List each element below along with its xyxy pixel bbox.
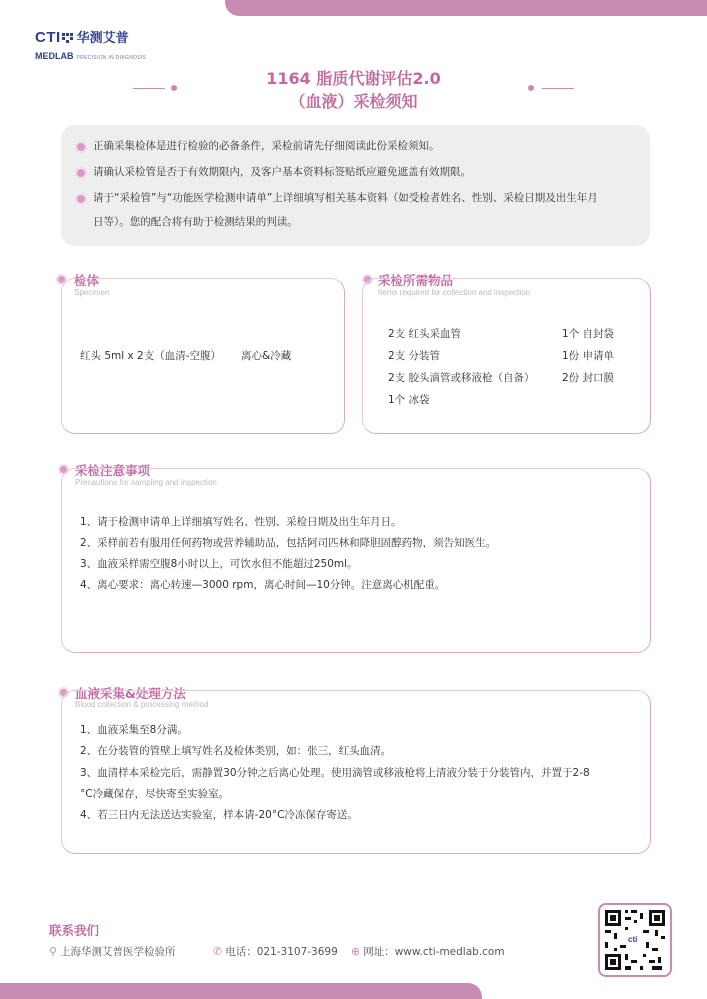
blood-line-1: 1、血液采集至8分满。 bbox=[80, 724, 188, 736]
address-text: 上海华测艾普医学检验所 bbox=[60, 946, 176, 958]
precautions-line-2: 2、采样前若有服用任何药物或营养辅助品，包括阿司匹林和降胆固醇药物，须告知医生。 bbox=[80, 537, 497, 549]
items-left-4: 1个 冰袋 bbox=[388, 394, 430, 406]
bottom-accent-bar bbox=[0, 983, 482, 999]
qr-center-label: cti bbox=[628, 935, 638, 944]
contact-address bbox=[49, 944, 176, 959]
items-right-3: 2份 封口膜 bbox=[562, 372, 615, 384]
logo-grid-icon bbox=[62, 33, 74, 43]
specimen-processing: 离心&冷藏 bbox=[241, 350, 292, 362]
precautions-line-1: 1、请于检测申请单上详细填写姓名、性别、采检日期及出生年月日。 bbox=[80, 516, 402, 528]
notice-item-3: 请于“采检管”与“功能医学检测申请单”上详细填写相关基本资料（如受检者姓名、性别、采检日期及出生年月 bbox=[93, 192, 598, 204]
blood-line-5: 4、若三日内无法送达实验室，样本请-20°C冷冻保存寄送。 bbox=[80, 809, 358, 821]
blood-line-4: °C冷藏保存，尽快寄至实验室。 bbox=[80, 788, 230, 800]
phone-text: 电话：021-3107-3699 bbox=[225, 946, 338, 958]
company-logo bbox=[35, 27, 146, 63]
blood-title: 血液采集&处理方法 bbox=[75, 686, 186, 701]
items-left-3: 2支 胶头滴管或移液枪（自备） bbox=[388, 372, 535, 384]
contact-phone bbox=[213, 944, 338, 959]
qr-code bbox=[598, 903, 672, 977]
precautions-subtitle: Precautions for sampling and inspection bbox=[75, 478, 217, 487]
logo-medlab: MEDLAB bbox=[35, 51, 74, 61]
items-right-1: 1个 自封袋 bbox=[562, 328, 615, 340]
website-text[interactable]: 网址：www.cti-medlab.com bbox=[363, 946, 505, 958]
notice-item-3-cont: 日等）。您的配合将有助于检测结果的判读。 bbox=[93, 216, 298, 228]
precautions-line-3: 3、血液采样需空腹8小时以上，可饮水但不能超过250ml。 bbox=[80, 558, 358, 570]
location-pin-icon: ⚲ bbox=[49, 945, 58, 958]
contact-website[interactable] bbox=[351, 944, 505, 959]
logo-cn: 华测艾普 bbox=[76, 31, 129, 46]
logo-tagline: PRECISION IN DIAGNOSIS bbox=[76, 55, 147, 61]
items-subtitle: Items required for collection and inspection bbox=[378, 288, 531, 297]
page-title-line2: （血液）采检须知 bbox=[289, 92, 418, 111]
blood-subtitle: Blood collection & processing method bbox=[75, 700, 209, 709]
notice-bullet bbox=[77, 195, 85, 203]
specimen-title: 检体 bbox=[74, 273, 100, 288]
page-title-line1: 1164 脂质代谢评估2.0 bbox=[266, 69, 441, 88]
items-left-2: 2支 分装管 bbox=[388, 350, 441, 362]
globe-icon: ⊕ bbox=[351, 945, 361, 958]
top-accent-bar bbox=[225, 0, 707, 16]
precautions-title: 采检注意事项 bbox=[75, 463, 151, 478]
blood-line-2: 2、在分装管的管壁上填写姓名及检体类别，如：张三，红头血清。 bbox=[80, 745, 392, 757]
items-right-2: 1份 申请单 bbox=[562, 350, 615, 362]
specimen-subtitle: Specimen bbox=[74, 288, 110, 297]
logo-cti: CTI bbox=[35, 29, 61, 46]
items-title: 采检所需物品 bbox=[378, 273, 454, 288]
notice-item-1: 正确采集检体是进行检验的必备条件，采检前请先仔细阅读此份采检须知。 bbox=[93, 140, 440, 152]
notice-bullet bbox=[77, 143, 85, 151]
contact-title: 联系我们 bbox=[49, 923, 100, 938]
phone-icon: ✆ bbox=[213, 945, 223, 958]
notice-bullet bbox=[77, 169, 85, 177]
notice-box bbox=[61, 125, 650, 246]
specimen-text: 红头 5ml x 2支（血清-空腹） bbox=[80, 350, 222, 362]
notice-item-2: 请确认采检管是否于有效期限内，及客户基本资料标签贴纸应避免遮盖有效期限。 bbox=[93, 166, 471, 178]
blood-line-3: 3、血清样本采检完后，需静置30分钟之后离心处理。使用滴管或移液枪将上清液分装于分装管内，并置于2-8 bbox=[80, 767, 590, 779]
precautions-line-4: 4、离心要求：离心转速—3000 rpm，离心时间—10分钟。注意离心机配重。 bbox=[80, 579, 446, 591]
items-left-1: 2支 红头采血管 bbox=[388, 328, 462, 340]
